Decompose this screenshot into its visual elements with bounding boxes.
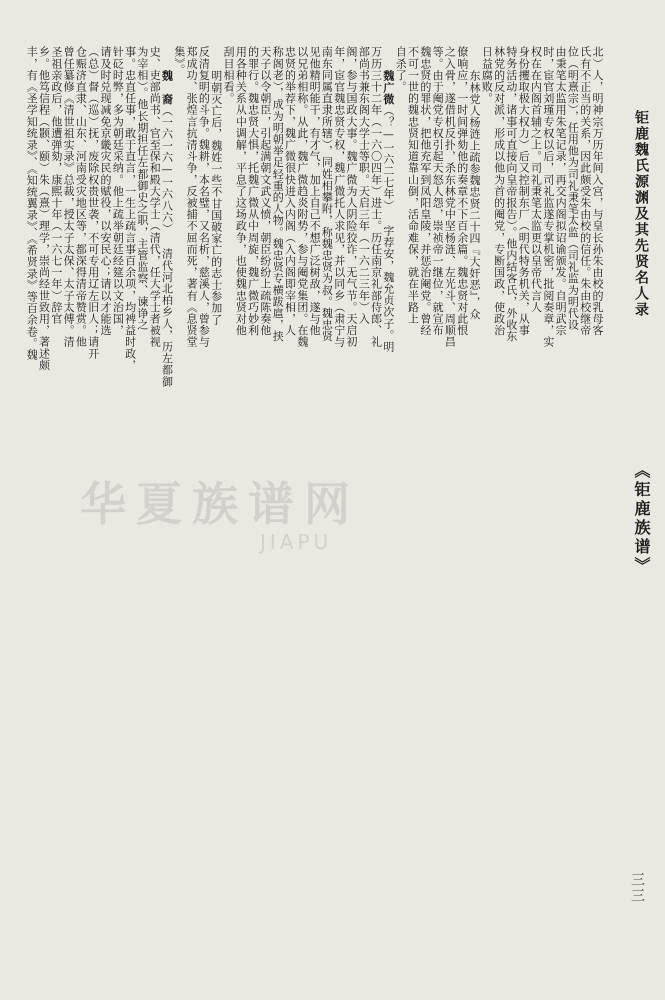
entry-heading: 魏广微 (381, 70, 395, 105)
text-column: 史、吏部尚书、官至保和殿大学士（清代，任大学士者被视 (148, 46, 162, 348)
text-column: 忠贤的举荐下，魏广微很快进入内阁（入内阁即宰相，人 (283, 46, 297, 336)
text-column: 不可一世的魏忠贤知道靠山倒，活命难保，就在半路上 (406, 46, 420, 325)
text-column: 部尚书兼东阁大学士等职。天启三年（一六二三年）入 (357, 46, 371, 325)
text-column: 东林党人杨涟上疏参魏忠贤二十四『大奸恶』，众 (468, 70, 481, 320)
text-column: 集》。 (172, 46, 186, 76)
text-column: 明朝灭亡后，魏姓一些不甘国破家亡的志士参加了 (209, 70, 223, 326)
text-column: 时，宦官刘瑾专权以后，司礼监遂专掌机密，批阅奏章，实 (541, 46, 555, 348)
text-column: 日益腐败。 (480, 46, 494, 104)
watermark: 华夏族谱网 (80, 477, 360, 531)
text-column: 见他精明能干，有才气，加上自己不想广泛树敌，遂与他 (308, 46, 322, 336)
series-title: 钜鹿魏氏源渊及其先贤名人录 (633, 110, 649, 318)
text-column: 以兄弟相称。从此，魏广微趋炎附势，参与阉党集团。在魏 (295, 46, 309, 348)
text-column: 阁，参与国政大事。魏广微为人阴险狡诈，无气节。天启初 (345, 46, 358, 348)
page-number: 三三 (629, 872, 645, 904)
text-column: 由秉笔太监用朱笔记录，再交内阁拟诏谕颁发。自明武宗 (554, 46, 568, 336)
text-column: 曾任纂修《清世祖实录》总裁，授太子太保、太子太傅。清 (62, 46, 76, 348)
text-column: 年，宦官魏忠贤专权，魏广微托人求见，并以同乡（肃宁与 (332, 46, 346, 348)
text-column: 乡。他笃信程（颢、颐）朱（熹）理学，崇尚经世致用，著述颇 (37, 46, 51, 371)
text-column: 林党的反对派，形成以他为首的阉党，专断国政，使政治 (492, 46, 506, 336)
text-column: 为宰相）。他长期担任左都御史之职，主管监察、谏诤之 (135, 46, 149, 331)
text-column: 称阁老），成为明朝举足轻重的人物。魏忠贤专横跋扈，挟 (271, 46, 285, 343)
text-column: 北）人，明神宗万历年间入宫，与皇长孙朱由校的乳母客 (591, 46, 604, 336)
text-column: 丰，有《圣学知统录》、《知统翼录》、《希贤录》等百余卷。魏 (25, 46, 39, 361)
text-column (161, 70, 173, 387)
text-column: 权在在内阁首辅之上。司礼秉笔太监更以皇帝代言人 (529, 46, 543, 313)
text-column: 事。忠直任事，敢于直言，一生上疏言事百余项，均裨益时政， (123, 46, 137, 371)
text-column: 僚响应，一时间弹劾他的奏章不下百余篇。魏忠贤对此恨 (455, 46, 469, 336)
text-column: 反清复明的斗争。魏耕，本名璧，又名析，慈溪人，曾参与 (197, 46, 211, 348)
text-column: 特务活动，诸事可直接向皇帝报告）。他内结客氏，外收东 (504, 46, 518, 343)
text-column: 氏有不正当的关系，因此颇受朱由校的信任。朱由校继帝 (578, 46, 592, 336)
text-column: 身份攫取极大权力）后又控制东厂（明代特务机关，从事 (517, 46, 531, 336)
text-column: 天子以令朝臣，引起满朝文武义愤，朝臣纷纷上疏陈奏他 (258, 46, 272, 336)
text-column: 自杀了。 (394, 46, 408, 93)
text-column: 位（明熹宗），任用他为司礼秉笔太监（司礼监为明代设 (566, 46, 580, 331)
text-column: （总）督（巡）抚，废除权贵世袭，不可专用辽左旧人；请开 (86, 46, 100, 360)
text-column: 仓赈济直隶、山东、河南受灾地区等，都深得清帝赞赏。他 (74, 46, 88, 348)
text-column: 圣祖亲政后，他遭弹劾，康熙十年（一六七一年）辞官 (49, 46, 63, 325)
text-column (382, 70, 394, 352)
text-column: 等。由于阉党专权引起天怒人怨，崇祯帝一继位，就宣布 (431, 46, 445, 336)
text-column: 魏忠贤的罪状，把他充军到凤阳皇陵，并惩治阉党。曾经 (418, 46, 432, 336)
text-column: 请及时兑现减免京畿灾民的赋役，以安民心；请以才能选 (99, 46, 112, 336)
watermark-sub: JIAPU (260, 530, 333, 554)
book-title: 《钜鹿族谱》 (632, 462, 651, 576)
entry-heading: 魏 裔 (160, 70, 174, 105)
entry-text: （？—一六二七年） 字荐安，魏允贞次子。明 (381, 104, 395, 353)
text-column: 的罪行。魏忠贤大惧，托魏广微从中周旋，魏广微巧妙利 (246, 46, 260, 336)
text-column: 万历三十二年（一六〇四年）进士。历任南京礼部侍郎、礼 (369, 46, 383, 348)
text-column: 用各种关系从中调解，平息了这场政争，也使魏忠贤对他 (234, 46, 248, 336)
text-column: 郑成功、张煌言抗清斗争，反被捕不屈而死，著有《息贤堂 (185, 46, 199, 348)
entry-text: （一六一六—一六八六） 清代河北柏乡人，历左都御 (160, 104, 174, 388)
text-column: 之入骨，遂借机反扑，杀东林党中坚杨涟、左光斗、周顺昌 (443, 46, 457, 348)
text-column: 南东同属直隶所辖），同姓相攀附，称魏忠贤为叔。魏忠贤 (320, 46, 334, 343)
text-column: 针砭时弊，多为朝廷采纳。他上疏举朝廷经筵以文治国， (111, 46, 125, 336)
text-column: 刮目相看。 (222, 46, 235, 104)
